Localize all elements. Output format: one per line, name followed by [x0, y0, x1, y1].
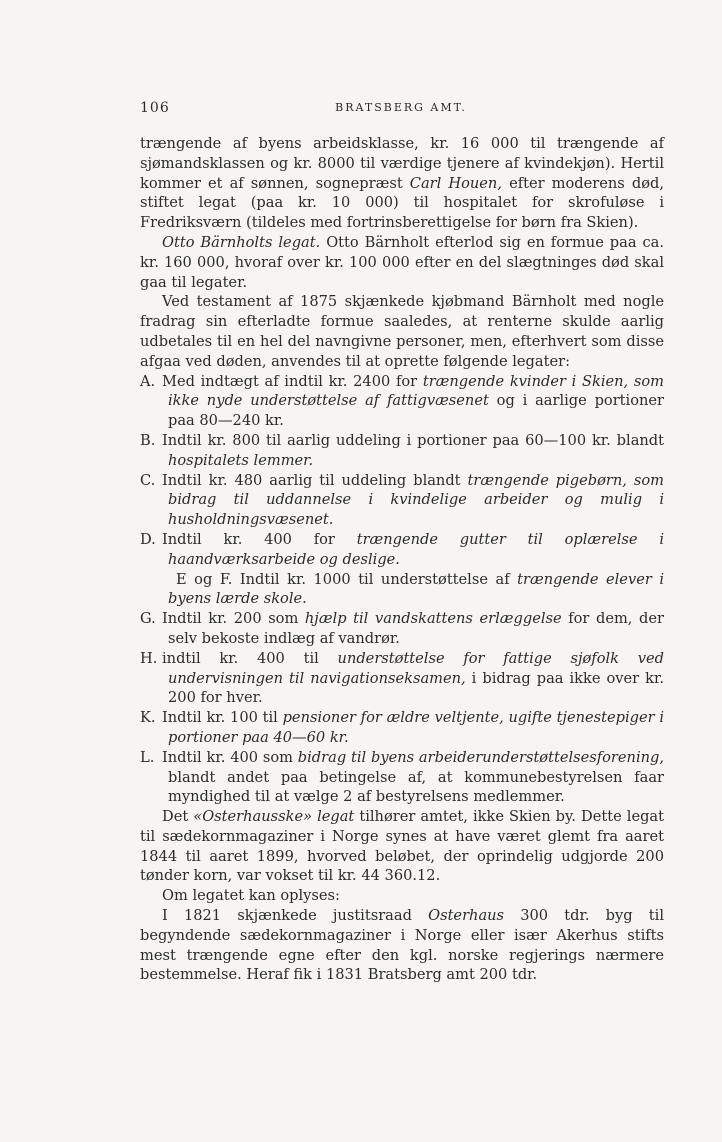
- page-header: [140, 100, 662, 120]
- list-item: A. Med indtægt af indtil kr. 2400 for trængende kvinder i Skien, som ikke nyde understøttelse af fattigvæsenet og i aarlige portioner paa 80—240 kr.: [140, 372, 665, 430]
- list-item: L. Indtil kr. 400 som bidrag til byens arbeiderunderstøttelsesforening, blandt andet paa betingelse af, at kommunebestyrelsen faar myndighed til at vælge 2 af bestyrelsens medlemmer.: [140, 748, 664, 806]
- paragraph: I 1821 skjænkede justitsraad Osterhaus 300 tdr. byg til begyndende sædekornmagaziner i Norge eller især Akerhus stifts mest trængende egne efter den kgl. norske regjerings nærmere bestemmelse. Heraf fik i 1831 Bratsberg amt 200 tdr.: [140, 907, 664, 984]
- paragraph: Det «Osterhausske» legat tilhører amtet, ikke Skien by. Dette legat til sædekornmagaziner i Norge synes at have været glemt fra aaret 1844 til aaret 1899, hvorved beløbet, der oprindelig udgjorde 200 tønder korn, var vokset til kr. 44 360.12.: [140, 808, 664, 885]
- list-item: K. Indtil kr. 100 til pensioner for ældre veltjente, ugifte tjenestepiger i portioner paa 40—60 kr.: [140, 709, 664, 746]
- list-item: G. Indtil kr. 200 som hjælp til vandskattens erlæggelse for dem, der selv bekoste indlæg af vandrør.: [140, 610, 664, 647]
- list-item: E og F. Indtil kr. 1000 til understøttelse af trængende elever i byens lærde skole.: [168, 570, 665, 608]
- list-item: H. indtil kr. 400 til understøttelse for fattige sjøfolk ved undervisningen til navigationseksamen, i bidrag paa ikke over kr. 200 for hver.: [140, 649, 665, 707]
- list-item: D. Indtil kr. 400 for trængende gutter til oplærelse i haandværksarbeide og deslige.: [140, 530, 664, 568]
- list-item: C. Indtil kr. 480 aarlig til uddeling blandt trængende pigebørn, som bidrag til uddannelse i kvindelige arbeider og mulig i husholdningsvæsenet.: [140, 471, 664, 529]
- page-number: 106: [140, 100, 170, 116]
- body-text: [140, 134, 664, 985]
- paragraph: Ved testament af 1875 skjænkede kjøbmand Bärnholt med nogle fradrag sin efterladte formue saaledes, at renterne skulde aarlig udbetales til en hel del navngivne personer, men, efterhvert som disse afgaa ved døden, anvendes til at oprette følgende legater:: [140, 293, 664, 370]
- list-item: B. Indtil kr. 800 til aarlig uddeling i portioner paa 60—100 kr. blandt hospitalets lemmer.: [140, 431, 664, 469]
- paragraph: Om legatet kan oplyses:: [162, 887, 340, 905]
- running-title: BRATSBERG AMT.: [335, 101, 467, 114]
- paragraph: trængende af byens arbeidsklasse, kr. 16 000 til trængende af sjømandsklassen og kr. 8000 til værdige tjenere af kvindekjøn). Hertil kommer et af sønnen, sognepræst Carl Houen, efter moderens død, stiftet legat (paa kr. 10 000) til hospitalet for skrofuløse i Fredriksværn (tildeles med fortrinsberettigelse for børn fra Skien).: [140, 135, 664, 232]
- paragraph: Otto Bärnholts legat. Otto Bärnholt efterlod sig en formue paa ca. kr. 160 000, hvoraf over kr. 100 000 efter en del slægtninges død skal gaa til legater.: [140, 233, 664, 291]
